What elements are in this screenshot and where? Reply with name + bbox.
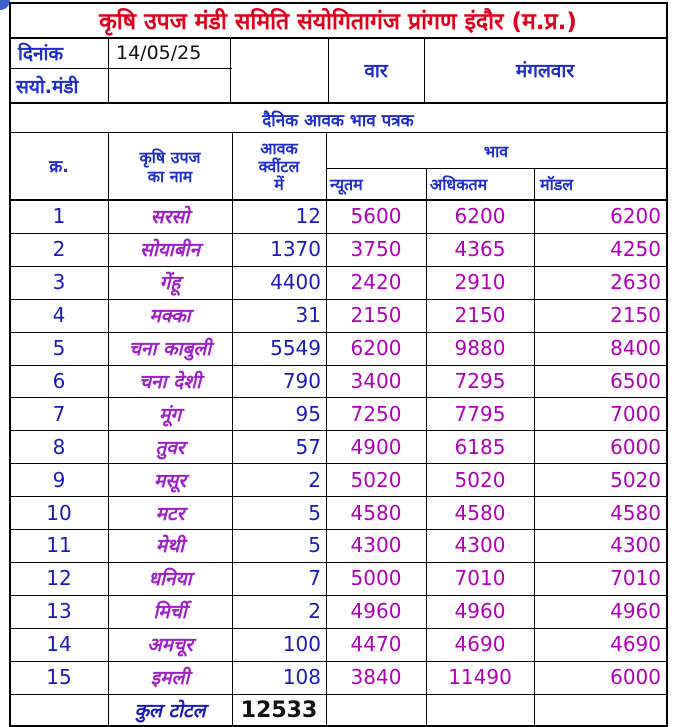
crop-name-cell[interactable]: चना काबुली bbox=[128, 338, 212, 361]
modal-price-cell[interactable]: 5020 bbox=[610, 467, 661, 492]
grid-vline bbox=[426, 168, 427, 200]
grid-hline bbox=[10, 2, 667, 4]
serial-cell[interactable]: 14 bbox=[46, 632, 72, 657]
arrival-cell[interactable]: 57 bbox=[295, 434, 321, 459]
modal-price-cell[interactable]: 6000 bbox=[610, 665, 661, 690]
min-price-cell[interactable]: 3840 bbox=[350, 665, 402, 690]
max-price-cell[interactable]: 7795 bbox=[454, 401, 506, 426]
max-price-cell[interactable]: 4300 bbox=[454, 533, 506, 558]
serial-cell[interactable]: 2 bbox=[52, 237, 66, 262]
crop-name-cell[interactable]: इमली bbox=[150, 667, 190, 690]
grid-vline bbox=[232, 200, 233, 726]
serial-cell[interactable]: 3 bbox=[52, 270, 66, 295]
crop-name-cell[interactable]: अमचूर bbox=[147, 634, 193, 657]
grid-vline bbox=[534, 200, 535, 726]
serial-cell[interactable]: 5 bbox=[52, 336, 66, 361]
arrival-cell[interactable]: 12 bbox=[295, 204, 321, 229]
max-price-cell[interactable]: 11490 bbox=[448, 665, 512, 690]
col-header-arrival-line1: आवक bbox=[260, 139, 298, 158]
min-price-cell[interactable]: 4470 bbox=[350, 632, 402, 657]
max-price-cell[interactable]: 4960 bbox=[454, 599, 506, 624]
serial-cell[interactable]: 9 bbox=[52, 467, 66, 492]
serial-cell[interactable]: 1 bbox=[52, 204, 66, 229]
serial-cell[interactable]: 8 bbox=[52, 434, 66, 459]
col-header-serial: क्र. bbox=[49, 156, 69, 177]
day-label: वार bbox=[364, 60, 388, 82]
grid-hline bbox=[326, 168, 667, 169]
min-price-cell[interactable]: 3400 bbox=[350, 368, 402, 393]
max-price-cell[interactable]: 4365 bbox=[454, 237, 506, 262]
crop-name-cell[interactable]: सरसो bbox=[150, 206, 190, 229]
sheet-subtitle: दैनिक आवक भाव पत्रक bbox=[262, 110, 414, 131]
modal-price-cell[interactable]: 6000 bbox=[610, 434, 661, 459]
arrival-cell[interactable]: 2 bbox=[308, 599, 321, 624]
date-label: दिनांक bbox=[18, 43, 64, 65]
crop-name-cell[interactable]: मक्का bbox=[149, 305, 191, 328]
col-header-crop-line2: का नाम bbox=[147, 167, 193, 186]
arrival-cell[interactable]: 790 bbox=[282, 368, 321, 393]
modal-price-cell[interactable]: 6500 bbox=[610, 368, 661, 393]
crop-name-cell[interactable]: धनिया bbox=[148, 568, 192, 591]
modal-price-cell[interactable]: 4960 bbox=[610, 599, 661, 624]
total-value: 12533 bbox=[240, 697, 318, 723]
arrival-cell[interactable]: 5 bbox=[308, 533, 321, 558]
mandi-label: सयो.मंडी bbox=[16, 76, 79, 98]
modal-price-cell[interactable]: 2150 bbox=[610, 303, 661, 328]
modal-price-cell[interactable]: 7010 bbox=[610, 566, 661, 591]
col-header-max: अधिकतम bbox=[430, 174, 488, 194]
grid-vline bbox=[108, 200, 109, 726]
min-price-cell[interactable]: 2150 bbox=[350, 303, 402, 328]
serial-cell[interactable]: 15 bbox=[46, 665, 72, 690]
grid-vline bbox=[534, 168, 535, 200]
grid-vline bbox=[326, 132, 327, 200]
date-value[interactable]: 14/05/25 bbox=[116, 42, 202, 64]
modal-price-cell[interactable]: 2630 bbox=[610, 270, 661, 295]
max-price-cell[interactable]: 6200 bbox=[454, 204, 506, 229]
grid-hline bbox=[10, 68, 232, 69]
col-header-price-group: भाव bbox=[483, 141, 509, 161]
modal-price-cell[interactable]: 4250 bbox=[610, 237, 661, 262]
arrival-cell[interactable]: 1370 bbox=[270, 237, 321, 262]
grid-vline bbox=[232, 132, 233, 200]
grid-vline bbox=[326, 200, 327, 726]
modal-price-cell[interactable]: 4300 bbox=[610, 533, 661, 558]
col-header-arrival-line2: क्वींटल bbox=[258, 157, 300, 176]
max-price-cell[interactable]: 7010 bbox=[454, 566, 506, 591]
crop-name-cell[interactable]: गेंहू bbox=[159, 272, 181, 295]
min-price-cell[interactable]: 4580 bbox=[350, 500, 402, 525]
max-price-cell[interactable]: 2910 bbox=[454, 270, 506, 295]
col-header-arrival-line3: में bbox=[274, 175, 284, 194]
arrival-cell[interactable]: 4400 bbox=[270, 270, 321, 295]
max-price-cell[interactable]: 5020 bbox=[454, 467, 506, 492]
arrival-cell[interactable]: 5 bbox=[308, 500, 321, 525]
arrival-cell[interactable]: 7 bbox=[308, 566, 321, 591]
grid-vline bbox=[424, 38, 425, 102]
arrival-cell[interactable]: 108 bbox=[282, 665, 321, 690]
total-label: कुल टोटल bbox=[134, 700, 206, 722]
crop-name-cell[interactable]: मिर्ची bbox=[153, 601, 187, 624]
modal-price-cell[interactable]: 8400 bbox=[610, 336, 661, 361]
min-price-cell[interactable]: 2420 bbox=[350, 270, 402, 295]
crop-name-cell[interactable]: मटर bbox=[155, 502, 185, 525]
crop-name-cell[interactable]: सोयाबीन bbox=[139, 239, 201, 262]
min-price-cell[interactable]: 4900 bbox=[350, 434, 402, 459]
crop-name-cell[interactable]: मेथी bbox=[155, 535, 185, 558]
grid-vline bbox=[230, 38, 231, 102]
max-price-cell[interactable]: 2150 bbox=[454, 303, 506, 328]
serial-cell[interactable]: 10 bbox=[46, 500, 72, 525]
modal-price-cell[interactable]: 4580 bbox=[610, 500, 661, 525]
crop-name-cell[interactable]: मसूर bbox=[154, 469, 186, 492]
arrival-cell[interactable]: 31 bbox=[295, 303, 321, 328]
col-header-arrival bbox=[232, 134, 326, 200]
grid-vline bbox=[108, 132, 109, 200]
arrival-cell[interactable]: 2 bbox=[308, 467, 321, 492]
min-price-cell[interactable]: 5000 bbox=[350, 566, 402, 591]
min-price-cell[interactable]: 4960 bbox=[350, 599, 402, 624]
crop-name-cell[interactable]: तुवर bbox=[155, 436, 185, 459]
min-price-cell[interactable]: 3750 bbox=[350, 237, 402, 262]
min-price-cell[interactable]: 5020 bbox=[350, 467, 402, 492]
max-price-cell[interactable]: 6185 bbox=[454, 434, 506, 459]
serial-cell[interactable]: 12 bbox=[46, 566, 72, 591]
serial-cell[interactable]: 11 bbox=[46, 533, 72, 558]
max-price-cell[interactable]: 4580 bbox=[454, 500, 506, 525]
serial-cell[interactable]: 6 bbox=[52, 368, 66, 393]
col-header-crop bbox=[108, 134, 232, 200]
max-price-cell[interactable]: 7295 bbox=[454, 368, 506, 393]
grid-vline bbox=[328, 38, 329, 102]
col-header-crop-line1: कृषि उपज bbox=[139, 148, 201, 167]
arrival-cell[interactable]: 5549 bbox=[270, 336, 321, 361]
max-price-cell[interactable]: 9880 bbox=[454, 336, 506, 361]
grid-vline bbox=[108, 38, 109, 102]
day-value: मंगलवार bbox=[515, 60, 575, 82]
min-price-cell[interactable]: 6200 bbox=[350, 336, 402, 361]
page-title: कृषि उपज मंडी समिति संयोगितागंज प्रांगण इंदौर (म.प्र.) bbox=[99, 9, 577, 35]
serial-cell[interactable]: 13 bbox=[46, 599, 72, 624]
max-price-cell[interactable]: 4690 bbox=[454, 632, 506, 657]
arrival-cell[interactable]: 95 bbox=[295, 401, 321, 426]
min-price-cell[interactable]: 5600 bbox=[350, 204, 402, 229]
serial-cell[interactable]: 4 bbox=[52, 303, 66, 328]
min-price-cell[interactable]: 7250 bbox=[350, 401, 402, 426]
crop-name-cell[interactable]: मूंग bbox=[158, 403, 182, 426]
serial-cell[interactable]: 7 bbox=[52, 401, 66, 426]
modal-price-cell[interactable]: 4690 bbox=[610, 632, 661, 657]
col-header-modal: मॉडल bbox=[540, 174, 574, 194]
arrival-cell[interactable]: 100 bbox=[282, 632, 321, 657]
col-header-min: न्यूतम bbox=[330, 174, 363, 194]
modal-price-cell[interactable]: 7000 bbox=[610, 401, 661, 426]
min-price-cell[interactable]: 4300 bbox=[350, 533, 402, 558]
modal-price-cell[interactable]: 6200 bbox=[610, 204, 661, 229]
grid-vline bbox=[426, 200, 427, 726]
crop-name-cell[interactable]: चना देशी bbox=[138, 370, 202, 393]
grid-hline bbox=[10, 102, 667, 104]
